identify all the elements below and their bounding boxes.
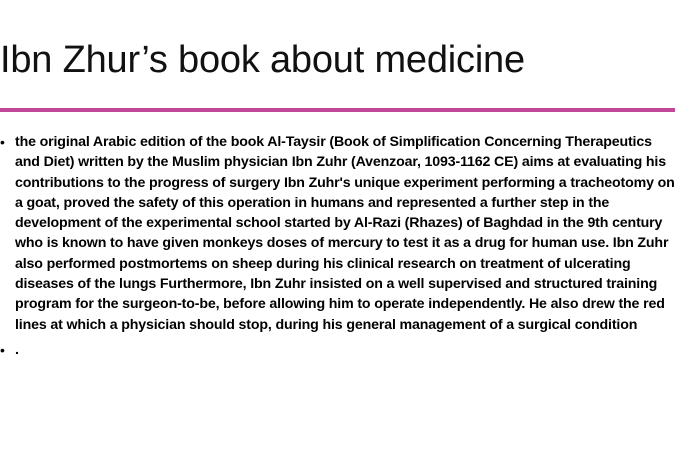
- slide-title: Ibn Zhur’s book about medicine: [0, 39, 525, 81]
- bullet-icon: •: [0, 341, 5, 358]
- bullet-text: the original Arabic edition of the book Al-Taysir (Book of Simplification Concerning Therapeutics and Diet) written by the Muslim physician Ibn Zuhr (Avenzoar, 1093-1162 CE) aims at evaluating his contributions to the progress of surgery Ibn Zuhr's unique experiment performing a tracheotomy on a goat, proved the safety of this operation in humans and represented a further step in the development of the experimental school started by Al-Razi (Rhazes) of Baghdad in the 9th century who is known to have given monkeys doses of mercury to test it as a drug for human use. Ibn Zuhr also performed postmortems on sheep during his clinical research on treatment of ulcerating diseases of the lungs Furthermore, Ibn Zuhr insisted on a well supervised and structured training program for the surgeon-to-be, before allowing him to operate independently. He also drew the red lines at which a physician should stop, during his general management of a surgical condition: [15, 134, 675, 333]
- bullet-item: [0, 132, 675, 335]
- bullet-list: [0, 132, 675, 360]
- title-divider: [0, 108, 675, 112]
- bullet-item: [0, 340, 675, 360]
- bullet-text: .: [15, 341, 19, 358]
- bullet-icon: •: [0, 134, 5, 150]
